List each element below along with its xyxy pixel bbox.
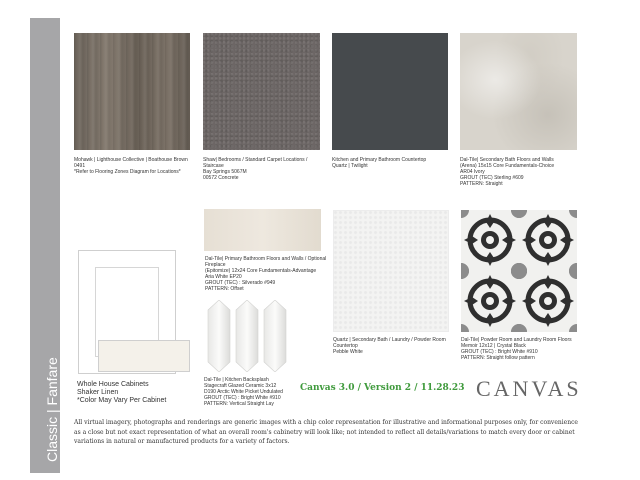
pebble-white-quartz-swatch — [333, 210, 449, 332]
picket-backsplash-swatch — [205, 300, 291, 372]
twilight-quartz-caption: Kitchen and Primary Bathroom Countertop Quartz | Twilight — [332, 157, 427, 169]
ivory-stone-tile-swatch — [460, 33, 577, 150]
canvas-logo: CANVAS — [476, 376, 582, 401]
cabinet-caption: Whole House Cabinets Shaker Linen *Color May Vary Per Cabinet — [77, 381, 167, 404]
aria-white-tile-caption: Dal-Tile| Primary Bathroom Floors and Walls / Optional Fireplace (Epitomize) 12x24 Core Fundamentals-Advantage Aria White EP20 GROUT (TEC) : Silverado #949 PATTERN: Offset — [205, 256, 327, 292]
pebble-white-quartz-caption: Quartz | Secondary Bath / Laundry / Powder Room Countertop Pebble White — [333, 337, 446, 355]
shaker-linen-chip — [98, 340, 190, 372]
wood-flooring-caption: Mohawk | Lighthouse Collective | Boathouse Brown 0491 *Refer to Flooring Zones Diagram for Locations* — [74, 157, 188, 175]
picket-backsplash-caption: Dal-Tile | Kitchen Backsplash Stagecraft Glazed Ceramic 3x12 D190 Arctic White Picket Undulated GROUT (TEC) : Bright White #910 PATTERN: Vertical Straight Lay — [204, 377, 283, 407]
ivory-stone-tile-caption: Dal-Tile| Secondary Bath Floors and Walls (Arena) 15x15 Core Fundamentals-Choice AR04 Ivory GROUT (TEC) Sterling #609 PATTERN: Straight — [460, 157, 555, 187]
twilight-quartz-swatch — [332, 33, 448, 150]
carpet-swatch — [203, 33, 320, 150]
memoir-patterned-tile-caption: Dal-Tile| Powder Room and Laundry Room Floors Memoir 12x12 | Crystal Black GROUT (TEC) : Bright White #910 PATTERN: Straight follow pattern — [461, 337, 572, 361]
memoir-patterned-tile-swatch — [461, 210, 577, 332]
wood-flooring-swatch — [74, 33, 190, 150]
aria-white-tile-swatch — [204, 209, 321, 251]
version-label: Canvas 3.0 / Version 2 / 11.28.23 — [300, 383, 465, 393]
disclaimer-text: All virtual imagery, photographs and renderings are generic images with a chip color representation for illustrative and informational purposes only, for convenience as a close but not exact representation of what an overall room's cabinetry will look like; not intended to reflect all details/variations to match every door or cabinet variations in natural or manufactured products for a variety of factors. — [74, 419, 578, 445]
carpet-caption: Shaw| Bedrooms / Standard Carpet Locations / Staircase Bay Springs 5067M 00572 Concrete — [203, 157, 308, 181]
sidebar-label: Classic | Fanfare — [44, 357, 60, 462]
